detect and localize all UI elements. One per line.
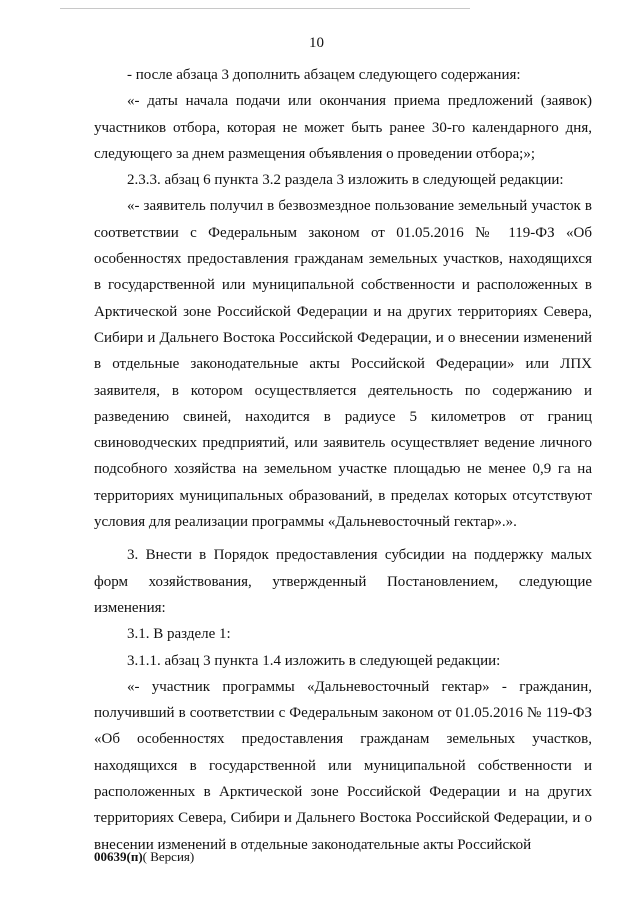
paragraph-3-1: 3.1. В разделе 1:: [127, 626, 231, 643]
top-edge-line: [60, 8, 470, 9]
paragraph-applicant-quote: «- заявитель получил в безвозмездное пользование земельный участок в соответствии с Федеральным законом от 01.05.2016 № 119-ФЗ «Об особенностях предоставления гражданам земельных участков, находящихся в государственной или муниципальной собственности и расположенных в Арктической зоне Российской Федерации и на других территориях Севера, Сибири и Дальнего Востока Российской Федерации, и о внесении изменений в отдельные законодательные акты Российской Федерации» или ЛПХ заявителя, в котором осуществляется деятельность по содержанию и разведению свиней, находится в радиусе 5 километров от границ свиноводческих предприятий, или заявитель осуществляет ведение личного подсобного хозяйства на земельном участке площадью не менее 0,9 га на территориях муниципальных образований, в пределах которых отсутствуют условия для реализации программы «Дальневосточный гектар».».: [94, 198, 592, 531]
document-body: [94, 62, 592, 858]
paragraph-2-3-3: 2.3.3. абзац 6 пункта 3.2 раздела 3 изложить в следующей редакции:: [127, 172, 564, 189]
paragraph-item-3: 3. Внести в Порядок предоставления субсидии на поддержку малых форм хозяйствования, утвержденный Постановлением, следующие изменения:: [94, 547, 592, 616]
document-version: ( Версия): [142, 849, 195, 864]
document-footer: [94, 849, 194, 865]
paragraph-3-1-1: 3.1.1. абзац 3 пункта 1.4 изложить в следующей редакции:: [127, 652, 501, 669]
paragraph-after-abzac-3: - после абзаца 3 дополнить абзацем следующего содержания:: [127, 67, 521, 83]
page-number: 10: [309, 35, 324, 51]
paragraph-participant-quote: «- участник программы «Дальневосточный гектар» - гражданин, получивший в соответствии с Федеральным законом от 01.05.2016 № 119-ФЗ «Об особенностях предоставления гражданам земельных участков, находящихся в государственной или муниципальной собственности и расположенных в Арктической зоне Российской Федерации и на других территориях Севера, Сибири и Дальнего Востока Российской Федерации, и о внесении изменений в отдельные законодательные акты Российской: [94, 678, 592, 853]
document-code: 00639(п): [94, 849, 143, 864]
paragraph-dates-quote: «- даты начала подачи или окончания приема предложений (заявок) участников отбора, которая не может быть ранее 30-го календарного дня, следующего за днем размещения объявления о проведении отбора;»;: [94, 93, 592, 162]
